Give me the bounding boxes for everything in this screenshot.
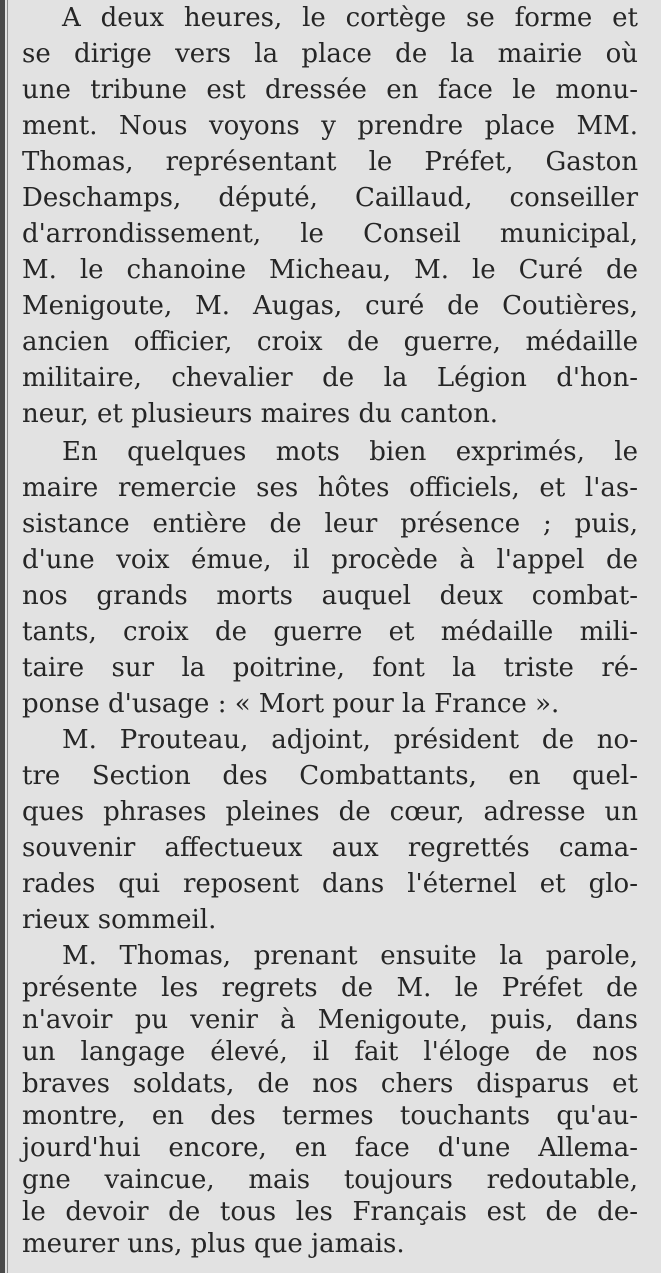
text-line: se dirige vers la place de la mairie où xyxy=(22,39,638,69)
text-line: M. Prouteau, adjoint, président de no- xyxy=(62,725,638,755)
text-line: maire remercie ses hôtes officiels, et l'as- xyxy=(22,473,638,503)
text-line: n'avoir pu venir à Menigoute, puis, dans xyxy=(22,1005,638,1035)
text-line: un langage élevé, il fait l'éloge de nos xyxy=(22,1037,638,1067)
text-line: En quelques mots bien exprimés, le xyxy=(62,437,638,467)
text-line: rades qui reposent dans l'éternel et glo- xyxy=(22,869,638,899)
text-line: ques phrases pleines de cœur, adresse un xyxy=(22,797,638,827)
text-line: neur, et plusieurs maires du canton. xyxy=(22,399,499,429)
text-line: montre, en des termes touchants qu'au- xyxy=(22,1101,638,1131)
text-line: militaire, chevalier de la Légion d'hon- xyxy=(22,363,638,393)
text-line: M. le chanoine Micheau, M. le Curé de xyxy=(22,255,638,285)
text-line: ment. Nous voyons y prendre place MM. xyxy=(22,111,638,141)
text-line: rieux sommeil. xyxy=(22,905,217,935)
text-line: présente les regrets de M. le Préfet de xyxy=(22,973,638,1003)
text-line: meurer uns, plus que jamais. xyxy=(22,1229,405,1259)
text-line: sistance entière de leur présence ; puis, xyxy=(22,509,638,539)
column-rule-inner xyxy=(7,0,8,1273)
text-line: jourd'hui encore, en face d'une Allema- xyxy=(22,1133,638,1163)
text-line: Thomas, représentant le Préfet, Gaston xyxy=(22,147,638,177)
text-line: tre Section des Combattants, en quel- xyxy=(22,761,638,791)
text-line: Menigoute, M. Augas, curé de Coutières, xyxy=(22,291,638,321)
article-column xyxy=(22,0,638,1273)
text-line: une tribune est dressée en face le monu- xyxy=(22,75,638,105)
text-line: le devoir de tous les Français est de de- xyxy=(22,1197,638,1227)
text-line: M. Thomas, prenant ensuite la parole, xyxy=(62,941,638,971)
text-line: tants, croix de guerre et médaille mili- xyxy=(22,617,638,647)
text-line: gne vaincue, mais toujours redoutable, xyxy=(22,1165,638,1195)
text-line: nos grands morts auquel deux combat- xyxy=(22,581,638,611)
text-line: taire sur la poitrine, font la triste ré- xyxy=(22,653,638,683)
text-line: souvenir affectueux aux regrettés cama- xyxy=(22,833,638,863)
column-rule xyxy=(0,0,5,1273)
text-line: Deschamps, député, Caillaud, conseiller xyxy=(22,183,638,213)
text-line: braves soldats, de nos chers disparus et xyxy=(22,1069,638,1099)
text-line: A deux heures, le cortège se forme et xyxy=(62,3,638,33)
text-line: d'arrondissement, le Conseil municipal, xyxy=(22,219,638,249)
text-line: ancien officier, croix de guerre, médaille xyxy=(22,327,638,357)
text-line: d'une voix émue, il procède à l'appel de xyxy=(22,545,638,575)
text-line: ponse d'usage : « Mort pour la France ». xyxy=(22,689,560,719)
